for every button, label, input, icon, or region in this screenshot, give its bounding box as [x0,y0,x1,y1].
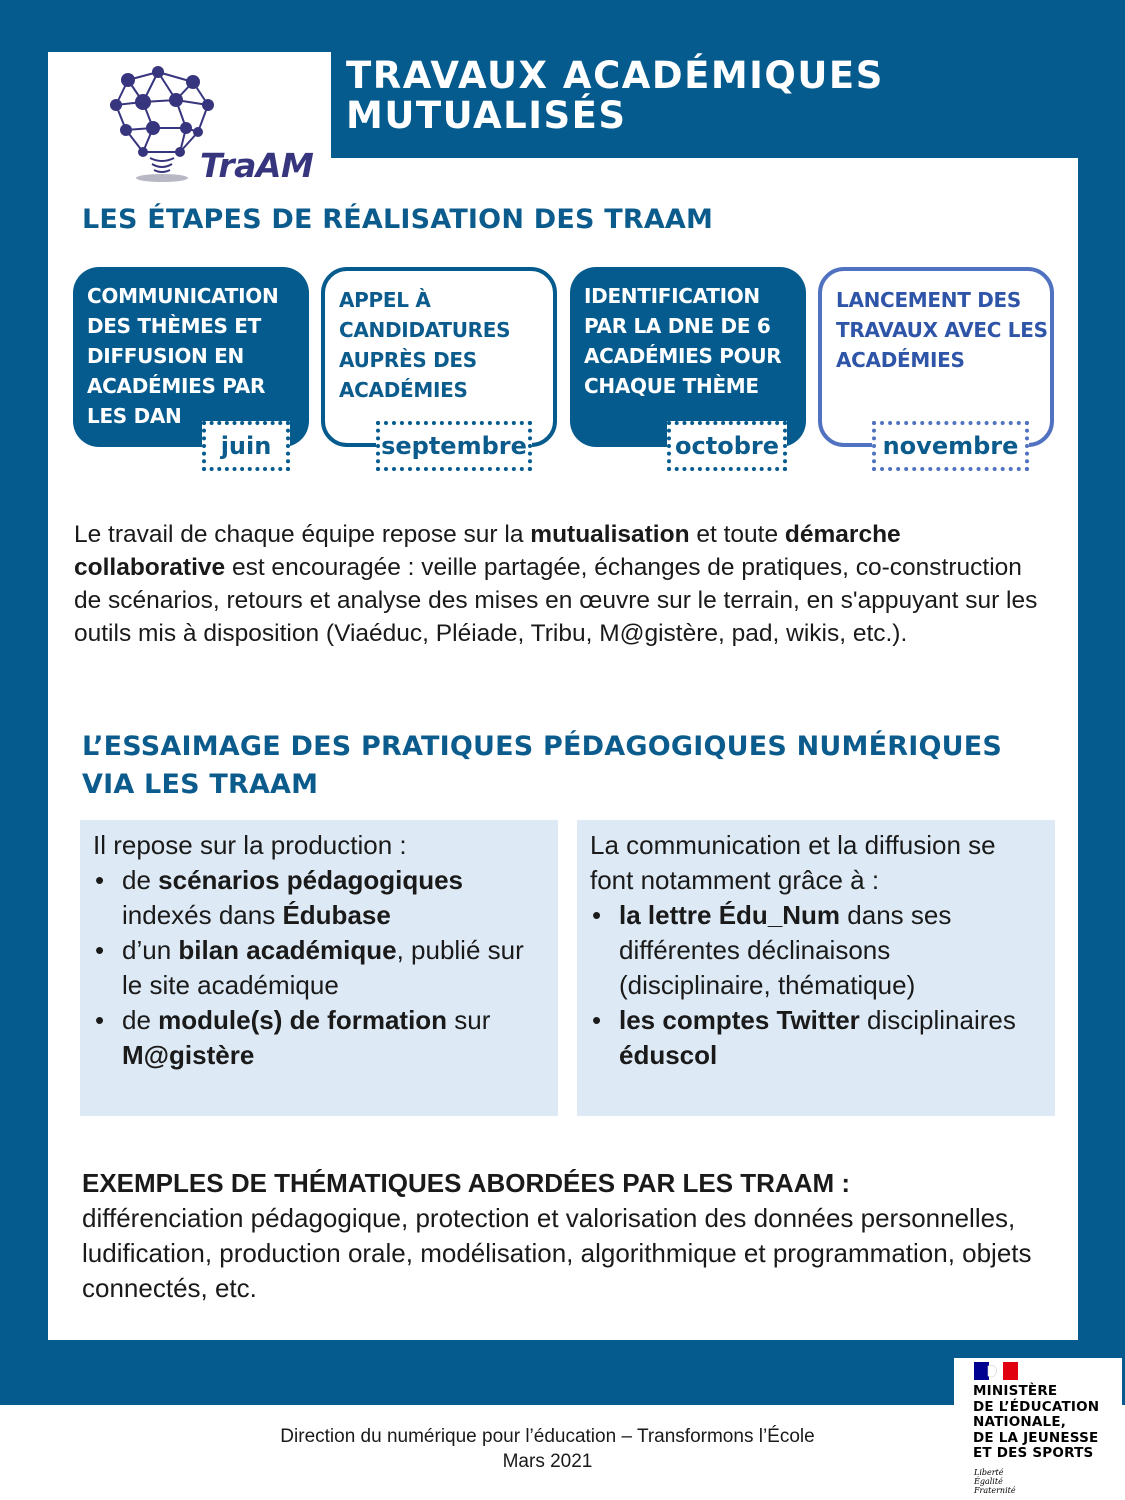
motto-line: Égalité [974,1477,1003,1486]
list-item: • les comptes Twitter disciplinaires éduscol [590,1003,1045,1073]
ministry-logo [954,1358,1122,1498]
step-card-appel [321,267,557,447]
step-card-identification [570,267,806,447]
step-card-lancement [818,267,1054,447]
examples-title: EXEMPLES DE THÉMATIQUES ABORDÉES PAR LES TRAAM : [82,1168,851,1198]
content-panel [48,52,1078,1340]
traam-logo [48,52,331,185]
footer-date: Mars 2021 [502,1451,593,1472]
intro-text: Le travail de chaque équipe repose sur la [74,521,531,548]
footer-direction: Direction du numérique pour l’éducation – Transformons l’École [280,1426,815,1447]
production-intro: Il repose sur la production : [93,830,407,860]
republic-motto [974,1468,1016,1495]
step-text: IDENTIFICATION PAR LA DNE DE 6 ACADÉMIES POUR CHAQUE THÈME [584,284,782,398]
step-card-communication [73,267,309,447]
examples-text: différenciation pédagogique, protection et valorisation des données personnelles, ludification, production orale, modélisation, algorithmique et programmation, objets connectés, etc. [82,1203,1032,1303]
diffusion-box [577,820,1055,1116]
step-text: LANCEMENT DES TRAVAUX AVEC LES ACADÉMIES [836,288,1048,372]
intro-bold: démarche collaborative [74,521,901,581]
intro-bold: mutualisation [530,521,690,548]
list-item: • d’un bilan académique, publié sur le site académique [93,933,548,1003]
month-badge-octobre: octobre [667,421,787,471]
motto-line: Liberté [974,1468,1004,1477]
month-badge-septembre: septembre [376,421,532,471]
logo-text: TraAM [200,146,314,185]
marianne-flag-icon [974,1362,1018,1380]
diffusion-intro: La communication et la diffusion se font notamment grâce à : [590,830,996,895]
month-badge-novembre: novembre [872,421,1029,471]
page-title: TRAVAUX ACADÉMIQUES MUTUALISÉS [346,54,884,137]
motto-line: Fraternité [974,1486,1016,1495]
diffusion-list [590,898,1045,1073]
production-list [93,863,548,1073]
steps-heading: LES ÉTAPES DE RÉALISATION DES TRAAM [82,204,714,235]
month-badge-juin: juin [202,421,290,471]
ministry-name [973,1384,1099,1462]
production-box [80,820,558,1116]
ministry-line: MINISTÈRE [973,1383,1058,1399]
examples-section [82,1166,1042,1306]
ministry-line: ET DES SPORTS [973,1445,1094,1461]
ministry-line: DE L’ÉDUCATION [973,1398,1100,1415]
ministry-line: NATIONALE, [973,1414,1067,1430]
step-text: APPEL À CANDIDATURES AUPRÈS DES ACADÉMIES [339,288,511,402]
intro-paragraph [74,518,1054,650]
spread-heading: L’ESSAIMAGE DES PRATIQUES PÉDAGOGIQUES NUMÉRIQUES VIA LES TRAAM [82,731,1003,800]
ministry-line: DE LA JEUNESSE [973,1429,1099,1446]
list-item: • la lettre Édu_Num dans ses différentes déclinaisons (disciplinaire, thématique) [590,898,1045,1003]
list-item: • de module(s) de formation sur M@gistère [93,1003,548,1073]
intro-text: et toute [689,521,785,548]
footer [0,1424,1095,1474]
intro-text: est encouragée : veille partagée, échanges de pratiques, co-construction de scénarios, retours et analyse des mises en œuvre sur le terrain, en s'appuyant sur les outils mis à disposition (Viaéduc, Pléiade, Tribu, M@gistère, pad, wikis, etc.). [74,554,1038,647]
list-item: • de scénarios pédagogiques indexés dans Édubase [93,863,548,933]
step-text: COMMUNICATION DES THÈMES ET DIFFUSION EN ACADÉMIES PAR LES DAN [87,284,279,428]
